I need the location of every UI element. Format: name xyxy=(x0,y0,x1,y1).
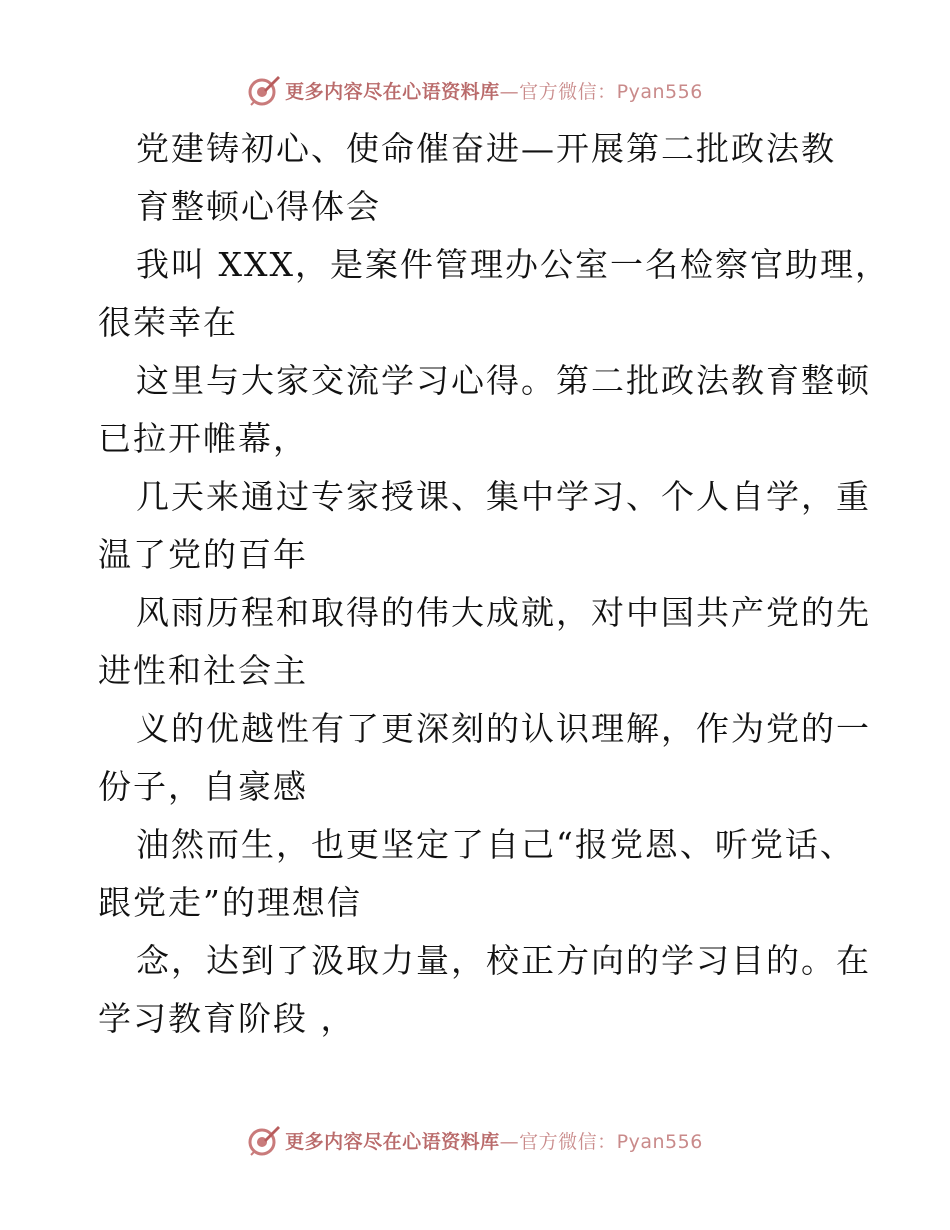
text-line: 油然而生，也更坚定了自己“报党恩、听党话、 xyxy=(136,825,855,864)
pen-logo-icon xyxy=(247,73,281,107)
text-line: 育整顿心得体会 xyxy=(136,187,381,226)
text-line: 风雨历程和取得的伟大成就，对中国共产党的先 xyxy=(136,593,871,632)
text-line: 很荣幸在 xyxy=(98,303,238,342)
text-line: 这里与大家交流学习心得。第二批政法教育整顿 xyxy=(136,361,871,400)
watermark-suffix: —官方微信：Pyan556 xyxy=(499,1130,703,1153)
header-watermark xyxy=(0,70,950,110)
text-line: 念，达到了汲取力量，校正方向的学习目的。在 xyxy=(136,941,871,980)
document-body xyxy=(98,120,890,1048)
text-line: 几天来通过专家授课、集中学习、个人自学，重 xyxy=(136,477,871,516)
text-line: 我叫 XXX，是案件管理办公室一名检察官助理， xyxy=(136,245,890,284)
text-line: 跟党走”的理想信 xyxy=(98,883,362,922)
watermark-prefix: 更多内容尽在心语资料库 xyxy=(285,1130,500,1153)
text-line: 已拉开帷幕， xyxy=(98,419,308,458)
text-line: 义的优越性有了更深刻的认识理解，作为党的一 xyxy=(136,709,871,748)
watermark-suffix: —官方微信：Pyan556 xyxy=(499,80,703,103)
text-line: 份子，自豪感 xyxy=(98,767,308,806)
footer-watermark xyxy=(0,1120,950,1160)
text-line: 温了党的百年 xyxy=(98,535,308,574)
pen-logo-icon xyxy=(247,1123,281,1157)
text-line: 进性和社会主 xyxy=(98,651,308,690)
text-line: 党建铸初心、使命催奋进—开展第二批政法教 xyxy=(136,129,836,168)
watermark-prefix: 更多内容尽在心语资料库 xyxy=(285,80,500,103)
text-line: 学习教育阶段 ， xyxy=(98,999,356,1038)
